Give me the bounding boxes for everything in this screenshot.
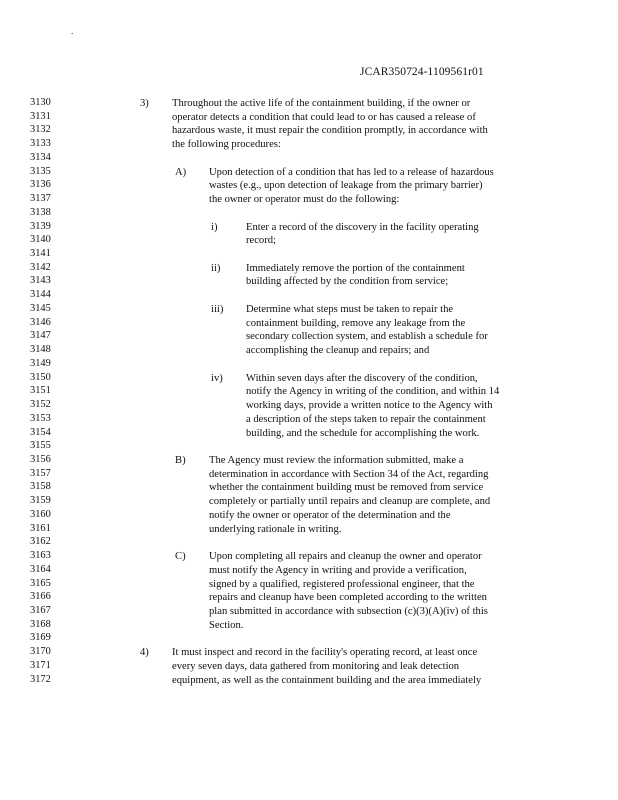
line-text: record;: [246, 235, 276, 247]
line-text: Upon completing all repairs and cleanup the owner and operator: [209, 551, 482, 563]
document-line: [0, 646, 618, 660]
line-number: 3136: [30, 179, 51, 191]
line-number: 3145: [30, 302, 51, 314]
line-text: Enter a record of the discovery in the facility operating: [246, 221, 479, 233]
document-line: [0, 317, 618, 331]
line-number: 3141: [30, 248, 51, 260]
document-line: [0, 536, 618, 550]
line-number: 3159: [30, 495, 51, 507]
line-number: 3137: [30, 193, 51, 205]
document-line: [0, 427, 618, 441]
line-text: secondary collection system, and establish a schedule for: [246, 331, 488, 343]
document-line: [0, 358, 618, 372]
document-line: [0, 660, 618, 674]
line-number: 3132: [30, 124, 51, 136]
document-line: [0, 564, 618, 578]
line-number: 3133: [30, 138, 51, 150]
line-number: 3162: [30, 536, 51, 548]
line-number: 3151: [30, 385, 51, 397]
line-text: Determine what steps must be taken to repair the: [246, 303, 454, 315]
line-number: 3149: [30, 357, 51, 369]
line-number: 3148: [30, 344, 51, 356]
subsection-marker: C): [175, 551, 186, 563]
line-number: 3154: [30, 426, 51, 438]
line-text: a description of the steps taken to repair the containment: [246, 413, 486, 425]
line-number: 3165: [30, 577, 51, 589]
line-number: 3161: [30, 522, 51, 534]
document-line: [0, 372, 618, 386]
line-text: hazardous waste, it must repair the condition promptly, in accordance with: [172, 125, 488, 137]
line-text: Section.: [209, 619, 244, 631]
document-line: [0, 138, 618, 152]
line-text: determination in accordance with Section 34 of the Act, regarding: [209, 468, 489, 480]
document-line: [0, 550, 618, 564]
line-number: 3152: [30, 399, 51, 411]
line-number: 3134: [30, 151, 51, 163]
line-number: 3170: [30, 646, 51, 658]
document-line: [0, 248, 618, 262]
line-number: 3146: [30, 316, 51, 328]
document-line: [0, 632, 618, 646]
line-number: 3163: [30, 550, 51, 562]
line-text: repairs and cleanup have been completed according to the written: [209, 592, 487, 604]
document-line: [0, 495, 618, 509]
line-number: 3156: [30, 453, 51, 465]
line-number: 3142: [30, 261, 51, 273]
line-text: building affected by the condition from service;: [246, 276, 449, 288]
line-text: Upon detection of a condition that has led to a release of hazardous: [209, 166, 494, 178]
document-line: [0, 468, 618, 482]
line-number: 3144: [30, 289, 51, 301]
document-line: [0, 509, 618, 523]
line-text: notify the Agency in writing of the condition, and within 14: [246, 386, 500, 398]
document-line: [0, 674, 618, 688]
line-number: 3160: [30, 508, 51, 520]
document-line: [0, 413, 618, 427]
document-line: [0, 330, 618, 344]
document-line: [0, 152, 618, 166]
document-line: [0, 344, 618, 358]
document-line: [0, 234, 618, 248]
document-line: [0, 207, 618, 221]
line-number: 3172: [30, 673, 51, 685]
line-number: 3130: [30, 97, 51, 108]
document-line: [0, 193, 618, 207]
line-text: Throughout the active life of the containment building, if the owner or: [172, 98, 471, 109]
line-number: 3135: [30, 165, 51, 177]
document-line: [0, 179, 618, 193]
line-text: operator detects a condition that could lead to or has caused a release of: [172, 111, 476, 123]
line-number: 3131: [30, 110, 51, 122]
document-line: [0, 111, 618, 125]
document-line: [0, 385, 618, 399]
subsection-marker: i): [211, 221, 218, 233]
line-number: 3168: [30, 618, 51, 630]
line-number: 3153: [30, 412, 51, 424]
line-number: 3143: [30, 275, 51, 287]
line-number: 3147: [30, 330, 51, 342]
document-line: [0, 523, 618, 537]
document-line: [0, 399, 618, 413]
line-number: 3164: [30, 563, 51, 575]
line-text: containment building, remove any leakage from the: [246, 317, 466, 329]
document-line: [0, 605, 618, 619]
line-text: whether the containment building must be removed from service: [209, 482, 484, 494]
subsection-marker: iv): [211, 372, 223, 384]
line-number: 3171: [30, 659, 51, 671]
line-number: 3150: [30, 371, 51, 383]
document-line: [0, 221, 618, 235]
document-line: [0, 97, 618, 111]
line-text: building, and the schedule for accomplishing the work.: [246, 427, 480, 439]
line-text: Within seven days after the discovery of the condition,: [246, 372, 478, 384]
line-text: completely or partially until repairs and cleanup are complete, and: [209, 496, 491, 508]
document-line: [0, 454, 618, 468]
document-line: [0, 578, 618, 592]
document-line: [0, 166, 618, 180]
line-number: 3158: [30, 481, 51, 493]
stray-dot: .: [71, 26, 74, 36]
line-text: equipment, as well as the containment building and the area immediately: [172, 674, 482, 686]
line-text: must notify the Agency in writing and provide a verification,: [209, 564, 467, 576]
subsection-marker: 4): [140, 647, 149, 659]
document-line: [0, 440, 618, 454]
document-line: [0, 303, 618, 317]
line-number: 3167: [30, 605, 51, 616]
subsection-marker: 3): [140, 98, 149, 109]
line-text: the following procedures:: [172, 139, 281, 151]
document-line: [0, 619, 618, 633]
line-number: 3139: [30, 220, 51, 232]
line-number: 3166: [30, 591, 51, 603]
line-text: It must inspect and record in the facility's operating record, at least once: [172, 647, 478, 659]
line-text: every seven days, data gathered from monitoring and leak detection: [172, 660, 460, 672]
line-number: 3138: [30, 206, 51, 218]
document-line: [0, 289, 618, 303]
line-number: 3140: [30, 234, 51, 246]
document-line: [0, 275, 618, 289]
line-text: plan submitted in accordance with subsection (c)(3)(A)(iv) of this: [209, 606, 488, 617]
line-text: working days, provide a written notice to the Agency with: [246, 400, 493, 412]
line-text: the owner or operator must do the following:: [209, 194, 400, 206]
line-text: Immediately remove the portion of the containment: [246, 262, 465, 274]
line-text: signed by a qualified, registered professional engineer, that the: [209, 578, 475, 590]
subsection-marker: A): [175, 166, 187, 178]
line-text: The Agency must review the information submitted, make a: [209, 454, 464, 466]
line-text: accomplishing the cleanup and repairs; and: [246, 345, 430, 357]
document-line: [0, 262, 618, 276]
line-number: 3155: [30, 440, 51, 452]
line-text: notify the owner or operator of the determination and the: [209, 509, 451, 521]
line-number: 3157: [30, 467, 51, 479]
subsection-marker: B): [175, 454, 186, 466]
subsection-marker: iii): [211, 303, 224, 315]
line-text: wastes (e.g., upon detection of leakage from the primary barrier): [209, 180, 483, 192]
subsection-marker: ii): [211, 262, 221, 274]
line-number: 3169: [30, 632, 51, 644]
document-line: [0, 591, 618, 605]
line-text: underlying rationale in writing.: [209, 523, 342, 535]
document-line: [0, 124, 618, 138]
document-line: [0, 481, 618, 495]
document-id-header: JCAR350724-1109561r01: [360, 66, 484, 78]
